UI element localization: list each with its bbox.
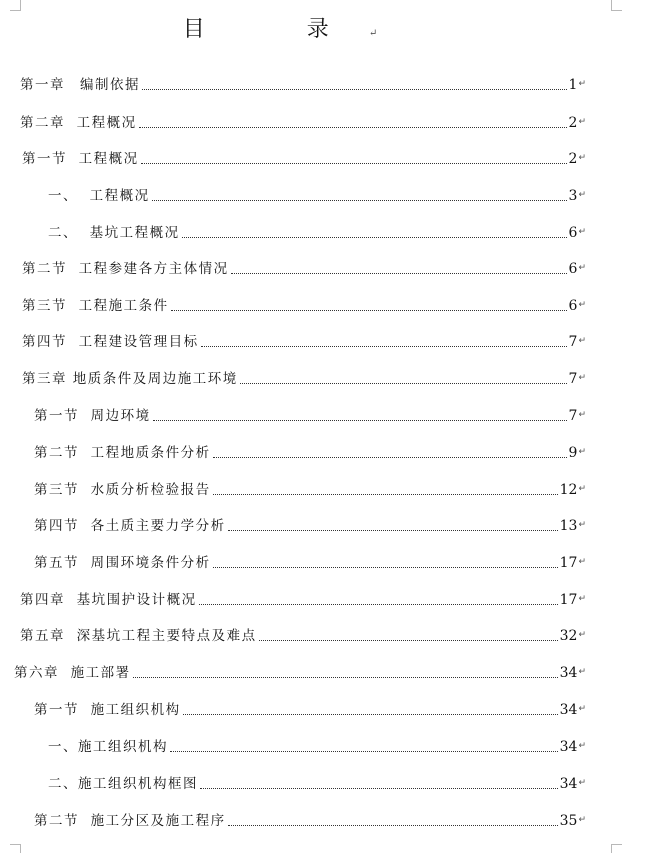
toc-entry-page-number: 34 [559,702,578,718]
toc-dot-leader [182,237,567,238]
toc-entry-label: 第二章 工程概况 [20,115,137,131]
toc-entry[interactable] [22,333,586,351]
toc-entry-page-number: 7 [568,371,578,387]
paragraph-mark-icon: ↵ [578,153,586,163]
toc-entry-page-number: 2 [568,151,578,167]
page-corner-mark-bottom-right [611,844,622,853]
paragraph-mark-icon: ↵ [578,336,586,346]
toc-dot-leader [231,273,567,274]
toc-entry-page-number: 17 [559,555,578,571]
toc-entry-label: 第四节 各土质主要力学分析 [34,518,226,534]
toc-entry-page-number: 7 [568,408,578,424]
toc-entry[interactable] [34,407,586,425]
toc-entry-label: 第三节 工程施工条件 [22,298,169,314]
toc-dot-leader [142,89,567,90]
toc-entry[interactable] [22,260,586,278]
toc-entry-page-number: 2 [568,115,578,131]
toc-dot-leader [240,383,567,384]
toc-entry[interactable] [14,664,586,682]
paragraph-mark-icon: ↵ [578,227,586,237]
toc-dot-leader [153,420,567,421]
toc-entry[interactable] [20,76,586,94]
toc-entry-label: 二、 基坑工程概况 [48,225,180,241]
toc-dot-leader [141,163,567,164]
toc-entry-label: 第一节 工程概况 [22,151,139,167]
paragraph-mark-icon: ↵ [368,28,378,39]
toc-dot-leader [152,200,567,201]
toc-entry-page-number: 32 [559,628,578,644]
toc-dot-leader [201,346,567,347]
toc-dot-leader [228,825,558,826]
toc-entry[interactable] [34,701,586,719]
toc-dot-leader [200,788,558,789]
toc-entry-page-number: 17 [559,592,578,608]
paragraph-mark-icon: ↵ [578,741,586,751]
paragraph-mark-icon: ↵ [578,630,586,640]
paragraph-mark-icon: ↵ [578,447,586,457]
toc-entry[interactable] [34,554,586,572]
toc-entry-label: 第六章 施工部署 [14,665,131,681]
toc-entry[interactable] [34,517,586,535]
toc-entry-page-number: 3 [568,188,578,204]
page-corner-mark-bottom-left [10,844,21,853]
page-corner-mark-top-right [611,0,622,11]
toc-entry[interactable] [20,114,586,132]
toc-dot-leader [213,457,567,458]
paragraph-mark-icon: ↵ [578,300,586,310]
toc-entry-page-number: 34 [559,776,578,792]
toc-entry[interactable] [34,481,586,499]
toc-dot-leader [171,310,567,311]
toc-entry-page-number: 35 [559,813,578,829]
paragraph-mark-icon: ↵ [578,410,586,420]
paragraph-mark-icon: ↵ [578,484,586,494]
toc-dot-leader [133,677,558,678]
page-corner-mark-top-left [10,0,21,11]
toc-entry-page-number: 12 [559,482,578,498]
toc-entry-label: 第三章 地质条件及周边施工环境 [22,371,238,387]
paragraph-mark-icon: ↵ [578,778,586,788]
paragraph-mark-icon: ↵ [578,263,586,273]
toc-entry[interactable] [20,591,586,609]
toc-dot-leader [228,530,558,531]
toc-dot-leader [170,751,558,752]
toc-dot-leader [213,494,558,495]
toc-entry-label: 第二节 施工分区及施工程序 [34,813,226,829]
toc-entry-label: 第五章 深基坑工程主要特点及难点 [20,628,257,644]
paragraph-mark-icon: ↵ [578,704,586,714]
toc-entry-label: 第二节 工程参建各方主体情况 [22,261,229,277]
paragraph-mark-icon: ↵ [578,190,586,200]
toc-entry-page-number: 6 [568,298,578,314]
toc-entry-page-number: 9 [568,445,578,461]
toc-entry[interactable] [22,370,586,388]
toc-entry[interactable] [48,224,586,242]
toc-title-text: 目 录 [182,17,369,42]
toc-entry[interactable] [48,738,586,756]
toc-entry-label: 第一节 施工组织机构 [34,702,181,718]
toc-entry-page-number: 34 [559,665,578,681]
toc-entry-label: 第二节 工程地质条件分析 [34,445,211,461]
toc-dot-leader [183,714,558,715]
paragraph-mark-icon: ↵ [578,520,586,530]
toc-entry-page-number: 1 [568,77,578,93]
paragraph-mark-icon: ↵ [578,667,586,677]
toc-entry-page-number: 6 [568,261,578,277]
toc-entry-label: 第四节 工程建设管理目标 [22,334,199,350]
toc-entry-page-number: 34 [559,739,578,755]
toc-entry-page-number: 7 [568,334,578,350]
toc-dot-leader [213,567,558,568]
paragraph-mark-icon: ↵ [578,373,586,383]
toc-dot-leader [199,604,558,605]
toc-entry[interactable] [34,444,586,462]
toc-title [0,12,560,43]
toc-entry-label: 一、 工程概况 [48,188,150,204]
paragraph-mark-icon: ↵ [578,594,586,604]
toc-entry[interactable] [48,775,586,793]
toc-entry-label: 第四章 基坑围护设计概况 [20,592,197,608]
paragraph-mark-icon: ↵ [578,815,586,825]
toc-entry-label: 第一节 周边环境 [34,408,151,424]
toc-entry-label: 第五节 周围环境条件分析 [34,555,211,571]
toc-entry-label: 一、施工组织机构 [48,739,168,755]
toc-dot-leader [259,640,558,641]
toc-entry-label: 二、施工组织机构框图 [48,776,198,792]
paragraph-mark-icon: ↵ [578,557,586,567]
toc-entry-page-number: 13 [559,518,578,534]
toc-entry[interactable] [22,297,586,315]
toc-entry[interactable] [22,150,586,168]
toc-dot-leader [139,127,567,128]
toc-entry-label: 第三节 水质分析检验报告 [34,482,211,498]
toc-entry-page-number: 6 [568,225,578,241]
toc-entry[interactable] [20,627,586,645]
toc-entry-label: 第一章 编制依据 [20,77,140,93]
toc-entry[interactable] [48,187,586,205]
toc-entry[interactable] [34,812,586,830]
paragraph-mark-icon: ↵ [578,79,586,89]
paragraph-mark-icon: ↵ [578,117,586,127]
